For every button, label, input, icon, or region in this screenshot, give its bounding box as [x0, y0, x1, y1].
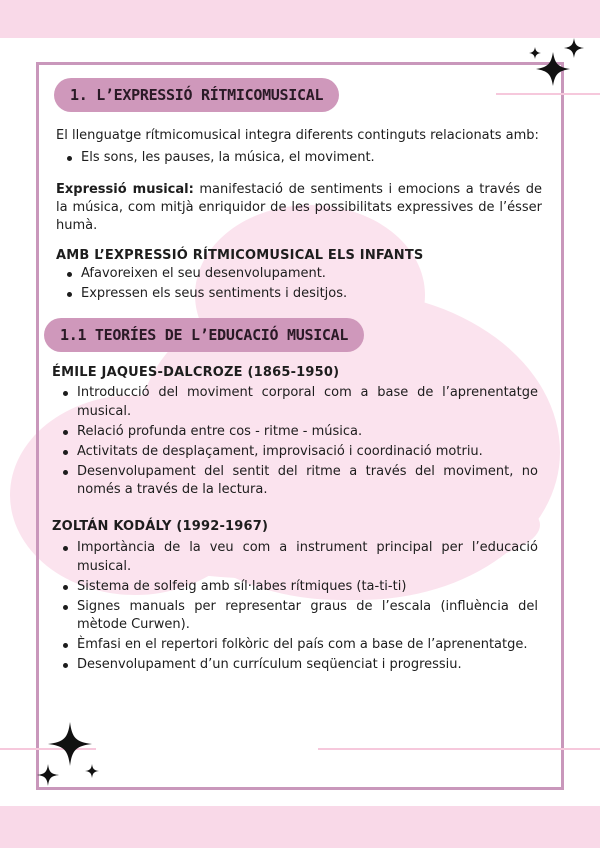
list-item: Desenvolupament del sentit del ritme a través del moviment, no només a través de la lectura. — [52, 463, 538, 500]
list-item: Sistema de solfeig amb síl·labes rítmiques (ta-ti-ti) — [52, 578, 538, 597]
definition-paragraph — [56, 181, 542, 235]
dalcroze-bullet-list — [52, 384, 538, 501]
list-item: Expressen els seus sentiments i desitjos. — [56, 285, 542, 304]
intro-bullet-list — [56, 149, 542, 169]
bottom-band — [0, 806, 600, 848]
section-title: 1. L’EXPRESSIÓ RÍTMICOMUSICAL — [54, 78, 339, 112]
intro-text: El llenguatge rítmicomusical integra diferents continguts relacionats amb: — [56, 128, 539, 143]
list-item: Relació profunda entre cos - ritme - música. — [52, 423, 538, 442]
list-item: Introducció del moviment corporal com a base de l’aprenentatge musical. — [52, 384, 538, 421]
list-item: Desenvolupament d’un currículum seqüenciat i progressiu. — [52, 656, 538, 675]
sparkle-icon — [30, 718, 110, 798]
list-item: Els sons, les pauses, la música, el moviment. — [56, 149, 542, 168]
top-band — [0, 0, 600, 38]
sparkle-icon — [526, 38, 596, 108]
subsection-heading: AMB L’EXPRESSIÓ RÍTMICOMUSICAL ELS INFANTS — [56, 248, 424, 263]
list-item: Importància de la veu com a instrument principal per l’educació musical. — [52, 539, 538, 576]
definition-text: manifestació de sentiments i emocions a través de la música, com mitjà enriquidor de les possibilitats expressives de l’ésser humà. — [56, 182, 542, 233]
definition-term: Expressió musical: — [56, 182, 194, 197]
list-item: Afavoreixen el seu desenvolupament. — [56, 265, 542, 284]
decor-line — [318, 748, 600, 750]
section-title: 1.1 TEORÍES DE L’EDUCACIÓ MUSICAL — [44, 318, 364, 352]
kodaly-bullet-list — [52, 539, 538, 676]
list-item: Activitats de desplaçament, improvisació i coordinació motriu. — [52, 443, 538, 462]
author-heading-dalcroze: ÉMILE JAQUES-DALCROZE (1865-1950) — [52, 365, 340, 380]
list-item: Signes manuals per representar graus de l’escala (influència del mètode Curwen). — [52, 598, 538, 635]
children-bullet-list — [56, 265, 542, 305]
list-item: Èmfasi en el repertori folkòric del país com a base de l’aprenentatge. — [52, 636, 538, 655]
author-heading-kodaly: ZOLTÁN KODÁLY (1992-1967) — [52, 519, 269, 534]
